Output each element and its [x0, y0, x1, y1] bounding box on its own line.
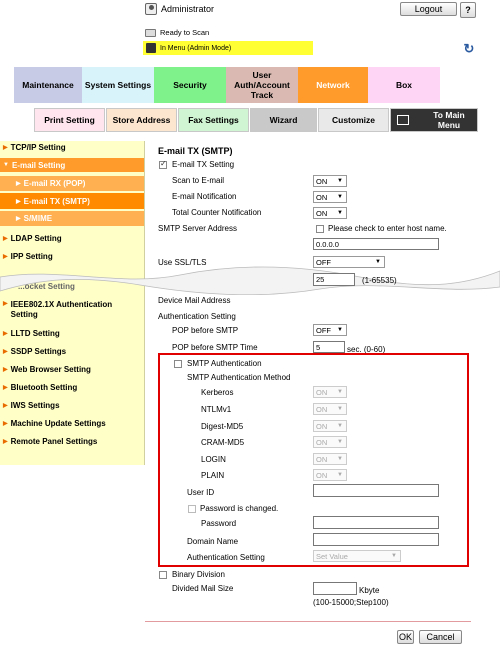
user-id-input[interactable]: [313, 484, 439, 497]
smtp-method-label: SMTP Authentication Method: [187, 373, 291, 382]
tab-network[interactable]: Network: [298, 67, 368, 103]
pop-before-smtp-label: POP before SMTP: [172, 326, 239, 335]
main-menu-label: To Main Menu: [433, 110, 465, 130]
tab-security[interactable]: Security: [154, 67, 226, 103]
user-id-label: User ID: [187, 488, 215, 497]
sidebar-item-ldap[interactable]: ▶ LDAP Setting: [3, 234, 62, 243]
sidebar-item-ipp[interactable]: ▶ IPP Setting: [3, 252, 53, 261]
divided-size-input[interactable]: [313, 582, 357, 595]
main-menu-icon: [397, 115, 409, 125]
user-indicator: [145, 3, 214, 15]
auth-setting-select[interactable]: Set Value ▼: [313, 550, 401, 562]
sidebar-item-email-tx[interactable]: ▶ E-mail TX (SMTP): [0, 193, 144, 209]
pop-time-label: POP before SMTP Time: [172, 343, 258, 352]
tab-maintenance[interactable]: Maintenance: [14, 67, 82, 103]
tab-system-settings[interactable]: System Settings: [82, 67, 154, 103]
arrow-icon: ▶: [3, 301, 8, 307]
subtab-print-setting[interactable]: Print Setting: [34, 108, 105, 132]
tab-box[interactable]: Box: [368, 67, 440, 103]
domain-name-label: Domain Name: [187, 537, 239, 546]
footer-divider: [145, 621, 471, 622]
arrow-icon: ▶: [3, 385, 8, 391]
subtab-fax-settings[interactable]: Fax Settings: [178, 108, 249, 132]
password-changed-checkbox[interactable]: [188, 505, 196, 513]
auth-setting2-label: Authentication Setting: [187, 553, 265, 562]
sidebar-item-machine-update[interactable]: ▶ Machine Update Settings: [3, 419, 106, 428]
port-input[interactable]: 25: [313, 273, 355, 286]
cancel-button[interactable]: Cancel: [419, 630, 462, 644]
ok-button[interactable]: OK: [398, 632, 412, 642]
sidebar-item-bluetooth[interactable]: ▶ Bluetooth Setting: [3, 383, 78, 392]
arrow-icon: ▶: [3, 254, 8, 260]
email-notification-select[interactable]: ON ▼: [313, 191, 347, 203]
arrow-icon: ▶: [3, 145, 8, 151]
host-name-checkbox[interactable]: [316, 225, 324, 233]
subtab-to-main-menu[interactable]: [390, 108, 478, 132]
mode-banner: [143, 41, 313, 55]
user-name: Administrator: [161, 4, 215, 14]
password-changed-label: Password is changed.: [200, 504, 279, 513]
page-tear: [0, 265, 500, 295]
arrow-icon: ▶: [3, 331, 8, 337]
method-digest-select[interactable]: ON ▼: [313, 420, 347, 432]
method-login-label: LOGIN: [201, 455, 226, 464]
arrow-down-icon: ▼: [3, 162, 9, 168]
divided-size-label: Divided Mail Size: [172, 584, 234, 593]
smtp-server-input[interactable]: 0.0.0.0: [313, 238, 439, 250]
help-button[interactable]: ?: [460, 2, 476, 18]
smtp-auth-label: SMTP Authentication: [187, 359, 262, 368]
sidebar-item-email-rx[interactable]: ▶ E-mail RX (POP): [0, 176, 144, 191]
pop-time-range: sec. (0-60): [347, 345, 386, 354]
use-ssl-label: Use SSL/TLS: [158, 258, 207, 267]
password-label: Password: [201, 519, 237, 528]
sidebar-item-iws[interactable]: ▶ IWS Settings: [3, 401, 60, 410]
printer-icon: [145, 29, 156, 37]
mode-text: In Menu (Admin Mode): [160, 44, 232, 52]
total-counter-label: Total Counter Notification: [172, 208, 262, 217]
sidebar-item-email-setting[interactable]: ▼ E-mail Setting: [0, 158, 144, 172]
method-plain-label: PLAIN: [201, 471, 225, 480]
admin-mode-icon: [146, 43, 156, 53]
email-tx-checkbox[interactable]: [159, 161, 167, 169]
subtab-wizard[interactable]: Wizard: [250, 108, 317, 132]
sidebar-item-ieee[interactable]: ▶ IEEE802.1X Authentication Setting: [3, 300, 113, 319]
scan-to-email-label: Scan to E-mail: [172, 176, 225, 185]
port-range: (1-65535): [362, 276, 397, 285]
subtab-customize[interactable]: Customize: [318, 108, 389, 132]
kbyte-range: (100-15000;Step100): [313, 598, 389, 607]
binary-division-checkbox[interactable]: [159, 571, 167, 579]
sidebar-item-partial[interactable]: ...ocket Setting: [18, 282, 75, 291]
arrow-icon: ▶: [3, 421, 8, 427]
method-kerberos-label: Kerberos: [201, 388, 234, 397]
smtp-server-label: SMTP Server Address: [158, 224, 237, 233]
pop-before-smtp-select[interactable]: OFF ▼: [313, 324, 347, 336]
method-cram-select[interactable]: ON ▼: [313, 436, 347, 448]
page-title: E-mail TX (SMTP): [158, 146, 233, 156]
sidebar-item-web-browser[interactable]: ▶ Web Browser Setting: [3, 365, 91, 374]
device-mail-label: Device Mail Address: [158, 296, 231, 305]
method-ntlmv1-label: NTLMv1: [201, 405, 232, 414]
method-plain-select[interactable]: ON ▼: [313, 469, 347, 481]
method-kerberos-select[interactable]: ON ▼: [313, 386, 347, 398]
arrow-icon: ▶: [3, 403, 8, 409]
arrow-icon: ▶: [3, 367, 8, 373]
auth-setting-label: Authentication Setting: [158, 312, 236, 321]
logout-button[interactable]: Logout: [400, 2, 457, 16]
kbyte-label: Kbyte: [359, 586, 380, 595]
binary-division-label: Binary Division: [172, 570, 225, 579]
scan-to-email-select[interactable]: ON ▼: [313, 175, 347, 187]
pop-time-input[interactable]: 5: [313, 341, 345, 353]
refresh-icon[interactable]: ↻: [463, 41, 475, 56]
sidebar-item-ssdp[interactable]: ▶ SSDP Settings: [3, 347, 67, 356]
email-notification-label: E-mail Notification: [172, 192, 237, 201]
status-text: Ready to Scan: [160, 28, 210, 37]
total-counter-select[interactable]: ON ▼: [313, 207, 347, 219]
arrow-icon: ▶: [3, 236, 8, 242]
arrow-icon: ▶: [16, 198, 21, 205]
arrow-icon: ▶: [3, 349, 8, 355]
email-tx-label: E-mail TX Setting: [172, 160, 235, 169]
smtp-auth-checkbox[interactable]: [174, 360, 182, 368]
method-digest-label: Digest-MD5: [201, 422, 244, 431]
password-input[interactable]: [313, 516, 439, 529]
sidebar-item-smime[interactable]: ▶ S/MIME: [0, 211, 144, 226]
tab-user-auth[interactable]: User Auth/Account Track: [226, 67, 298, 103]
arrow-icon: ▶: [16, 181, 21, 187]
host-name-label: Please check to enter host name.: [328, 224, 447, 233]
domain-name-input[interactable]: [313, 533, 439, 546]
subtab-store-address[interactable]: Store Address: [106, 108, 177, 132]
sidebar-item-remote-panel[interactable]: ▶ Remote Panel Settings: [3, 437, 98, 446]
use-ssl-select[interactable]: OFF ▼: [313, 256, 385, 268]
sidebar-item-tcpip[interactable]: ▶ TCP/IP Setting: [3, 143, 66, 152]
method-login-select[interactable]: ON ▼: [313, 453, 347, 465]
administrator-icon: [145, 3, 157, 15]
sidebar-item-lltd[interactable]: ▶ LLTD Setting: [3, 329, 60, 338]
arrow-icon: ▶: [16, 216, 21, 222]
arrow-icon: ▶: [3, 439, 8, 445]
method-ntlmv1-select[interactable]: ON ▼: [313, 403, 347, 415]
status-line: [145, 28, 209, 37]
method-cram-label: CRAM-MD5: [201, 438, 245, 447]
